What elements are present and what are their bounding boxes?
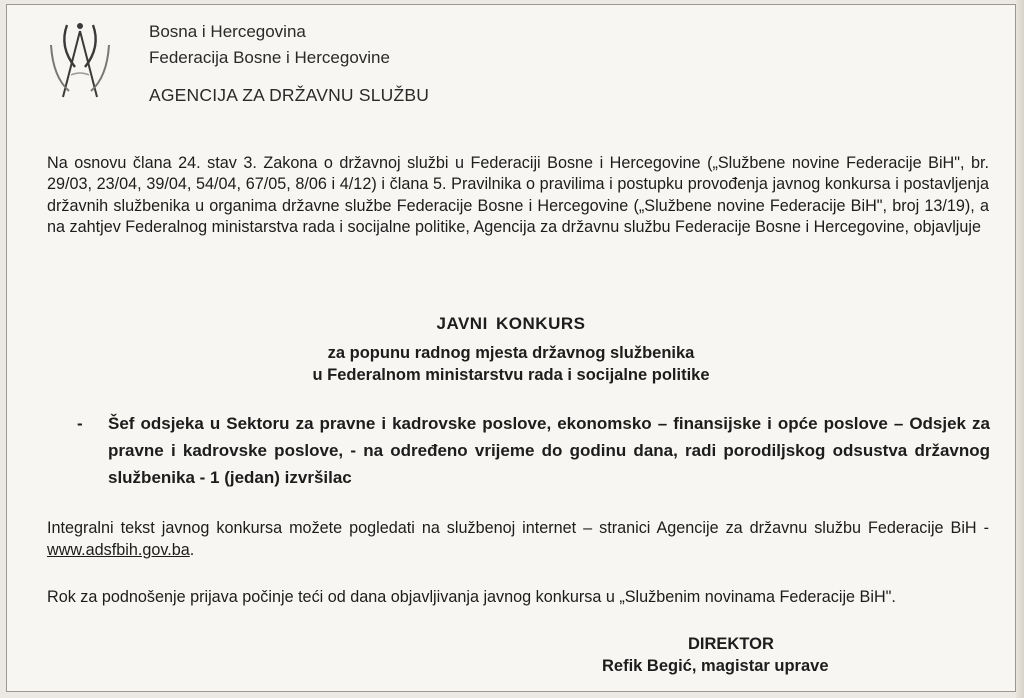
agency-website-link[interactable]: www.adsfbih.gov.ba xyxy=(47,541,190,559)
header-agency: AGENCIJA ZA DRŽAVNU SLUŽBU xyxy=(149,85,430,105)
clipping-paper xyxy=(6,4,1016,692)
integral-text-paragraph xyxy=(47,517,989,561)
integral-text-suffix: . xyxy=(189,541,195,559)
position-description: Šef odsjeka u Sektoru za pravne i kadrovske poslove, ekonomsko – finansijske i opće poslove – Odsjek za pravne i kadrovske poslove, - na određeno vrijeme do godinu dana, radi porodiljskog odsustva državnog službenika - 1 (jedan) izvršilac xyxy=(108,414,990,487)
agency-logo-icon xyxy=(45,17,115,107)
signature-name: Refik Begić, magistar uprave xyxy=(602,657,829,675)
scan-edge xyxy=(1016,0,1024,698)
announcement-subtitle-2: u Federalnom ministarstvu rada i socijalne politike xyxy=(312,366,710,384)
header-country: Bosna i Hercegovina xyxy=(149,22,306,41)
header-federation: Federacija Bosne i Hercegovine xyxy=(149,48,390,67)
announcement-title: JAVNI KONKURS xyxy=(436,314,586,333)
bleed-through-text xyxy=(719,71,730,114)
integral-text-body: Integralni tekst javnog konkursa možete pogledati na službenoj internet – stranici Agencije za državnu službu Federacije BiH - xyxy=(47,519,989,537)
signature-title: DIREKTOR xyxy=(688,635,774,653)
announcement-subtitle-1: za popunu radnog mjesta državnog službenika xyxy=(327,344,695,362)
deadline-paragraph: Rok za podnošenje prijava počinje teći od dana objavljivanja javnog konkursa u „Službenim novinama Federacije BiH". xyxy=(47,588,896,606)
intro-paragraph: Na osnovu člana 24. stav 3. Zakona o državnoj službi u Federaciji Bosne i Hercegovine („Službene novine Federacije BiH", br. 29/03, 23/04, 39/04, 54/04, 67/05, 8/06 i 4/12) i člana 5. Pravilnika o pravilima i postupku provođenja javnog konkursa i postavljenja državnih službenika u organima državne službe Federacije Bosne i Hercegovine („Službene novine Federacije BiH", broj 13/19), a na zahtjev Federalnog ministarstva rada i socijalne politike, Agencija za državnu službu Federacije Bosne i Hercegovine, objavljuje xyxy=(47,154,989,237)
position-bullet: - xyxy=(77,414,83,433)
